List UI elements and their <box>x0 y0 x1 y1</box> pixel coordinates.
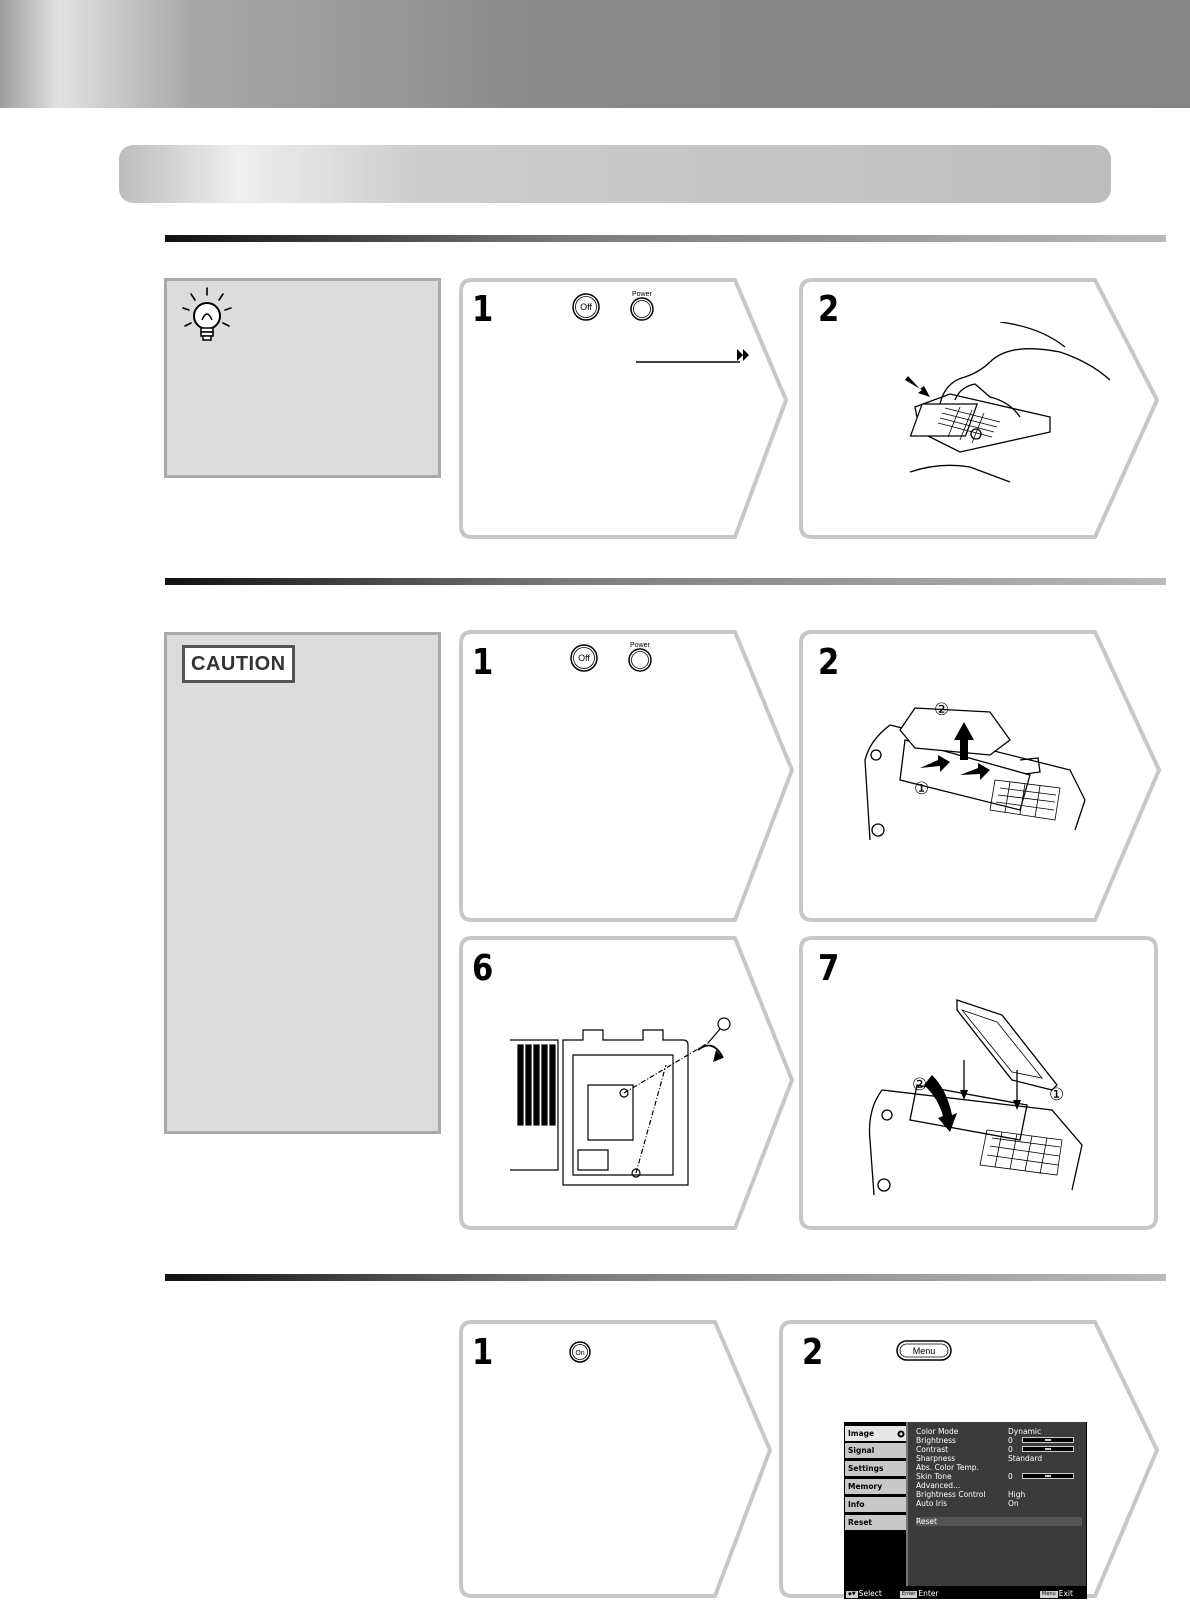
menu-footer <box>844 1588 1087 1599</box>
step-panel-s3-1 <box>461 1322 770 1596</box>
press-arrow-icon <box>920 755 950 772</box>
exit-key-icon: Menu <box>1042 1590 1056 1597</box>
option-label: Brightness Control <box>916 1490 986 1499</box>
option-value: On <box>1008 1499 1019 1508</box>
step-number: 2 <box>818 289 840 330</box>
menu-option[interactable] <box>916 1481 1084 1490</box>
menu-option[interactable] <box>916 1499 1084 1508</box>
lamp-handle-illustration <box>508 1010 748 1190</box>
menu-option[interactable] <box>916 1454 1084 1463</box>
off-button-label: Off <box>578 653 590 663</box>
option-value: Standard <box>1008 1454 1043 1463</box>
off-button-label: Off <box>580 302 592 312</box>
caution-label: CAUTION <box>182 645 295 683</box>
step-number: 7 <box>818 948 840 989</box>
menu-option[interactable] <box>916 1490 1084 1499</box>
lamp-cover-replace-illustration <box>862 990 1092 1210</box>
menu-item-image-icon <box>897 1430 905 1438</box>
on-button <box>566 1338 594 1366</box>
menu-button-label: Menu <box>912 1346 936 1356</box>
menu-option[interactable] <box>916 1436 1084 1445</box>
lamp-cover-removal-illustration <box>860 700 1090 860</box>
menu-option[interactable] <box>916 1445 1084 1454</box>
option-label: Sharpness <box>916 1454 956 1463</box>
step-number: 1 <box>472 642 494 683</box>
option-label: Abs. Color Temp. <box>916 1463 979 1472</box>
option-slider[interactable] <box>1022 1473 1074 1479</box>
menu-item-info[interactable]: Info <box>845 1497 907 1512</box>
step-marker-1-icon: ① <box>914 779 930 799</box>
step-number: 1 <box>472 1332 494 1373</box>
option-label: Advanced... <box>916 1481 961 1490</box>
step-number: 1 <box>472 289 494 330</box>
enter-key-icon: Enter <box>902 1590 916 1597</box>
configuration-menu-screen <box>844 1422 1087 1599</box>
menu-item-image[interactable]: Image <box>845 1426 907 1441</box>
option-value: 0 <box>1008 1472 1013 1481</box>
menu-item-reset[interactable]: Reset <box>845 1515 907 1530</box>
footer-enter: Enter Enter <box>902 1589 939 1598</box>
on-button-label: On <box>575 1350 585 1357</box>
power-button-label: Power <box>630 642 650 649</box>
step-marker-2-icon: ② <box>934 700 950 720</box>
off-power-buttons <box>566 638 666 674</box>
off-power-buttons <box>568 287 668 323</box>
option-label: Contrast <box>916 1445 949 1454</box>
option-label: Skin Tone <box>916 1472 952 1481</box>
menu-item-memory[interactable]: Memory <box>845 1479 907 1494</box>
step-marker-1-icon: ① <box>1049 1085 1065 1105</box>
select-key-icon: ◆▼ <box>848 1590 856 1597</box>
option-value: High <box>1008 1490 1026 1499</box>
option-value: 0 <box>1008 1445 1013 1454</box>
option-label: Color Mode <box>916 1427 959 1436</box>
option-slider[interactable] <box>1022 1446 1074 1452</box>
step-number: 2 <box>802 1332 824 1373</box>
step-number: 6 <box>472 948 494 989</box>
menu-option[interactable] <box>916 1427 1084 1436</box>
reference-link-underline <box>634 345 749 365</box>
menu-item-signal[interactable]: Signal <box>845 1443 907 1458</box>
menu-option[interactable] <box>916 1472 1084 1481</box>
step-panel-s2-1 <box>461 632 792 920</box>
option-value: 0 <box>1008 1436 1013 1445</box>
step-marker-2-icon: ② <box>912 1075 928 1095</box>
page-reference-arrow-icon <box>737 349 749 361</box>
step-number: 2 <box>818 642 840 683</box>
footer-select: ◆▼ Select <box>848 1589 882 1598</box>
filter-cover-release-illustration <box>900 322 1115 490</box>
option-label: Auto Iris <box>916 1499 948 1508</box>
menu-option[interactable] <box>916 1463 1084 1472</box>
menu-options-panel <box>906 1422 1086 1586</box>
footer-exit: Menu Exit <box>1042 1589 1073 1598</box>
option-label: Brightness <box>916 1436 956 1445</box>
power-button-label: Power <box>632 291 652 298</box>
menu-button <box>895 1339 955 1363</box>
option-slider[interactable] <box>1022 1437 1074 1443</box>
press-arrow-icon <box>960 763 990 780</box>
menu-option-reset[interactable] <box>916 1517 1082 1526</box>
push-arrow-icon <box>905 376 930 397</box>
option-value: Dynamic <box>1008 1427 1042 1436</box>
option-label: Reset <box>916 1517 937 1526</box>
menu-item-settings[interactable]: Settings <box>845 1461 907 1476</box>
